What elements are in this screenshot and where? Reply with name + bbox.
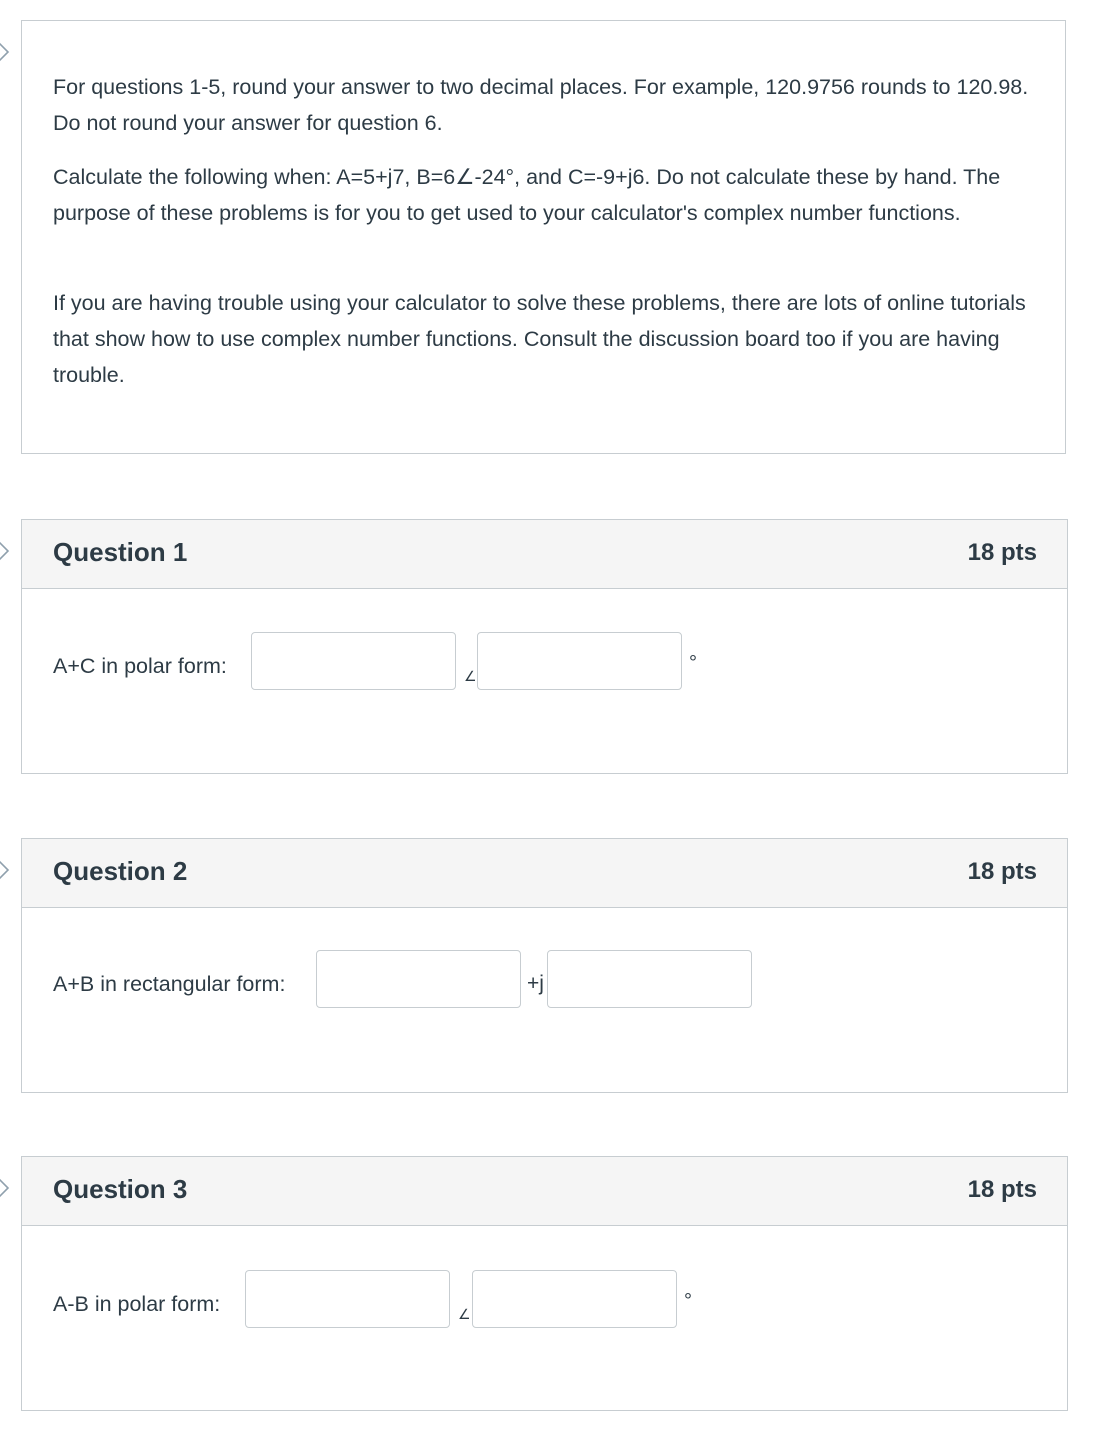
question-prompt: A+B in rectangular form: (53, 972, 286, 996)
question-points: 18 pts (967, 1176, 1037, 1203)
degree-symbol: ° (689, 652, 697, 674)
question-1 (21, 519, 1068, 774)
question-points: 18 pts (967, 539, 1037, 566)
chevron-right-icon (0, 42, 11, 62)
question-points: 18 pts (967, 858, 1037, 885)
imaginary-part-input[interactable] (547, 950, 752, 1008)
instructions-paragraph-help: If you are having trouble using your calculator to solve these problems, there are lots of online tutorials that show how to use complex number functions. Consult the discussion board too if you are having trouble. (53, 291, 1026, 387)
degree-symbol: ° (684, 1290, 692, 1312)
angle-symbol: ∠ (458, 1306, 471, 1322)
imaginary-separator: +j (527, 972, 544, 995)
question-header (22, 1157, 1067, 1226)
instructions-paragraph-values: Calculate the following when: A=5+j7, B=6∠-24°, and C=-9+j6. Do not calculate these by hand. The purpose of these problems is for you to get used to your calculator's complex number functions. (53, 165, 1001, 225)
question-body (22, 907, 1067, 1092)
magnitude-input[interactable] (245, 1270, 450, 1328)
chevron-right-icon (0, 1178, 11, 1198)
question-title: Question 3 (53, 1174, 188, 1204)
question-prompt: A+C in polar form: (53, 654, 227, 678)
angle-input[interactable] (472, 1270, 677, 1328)
question-title: Question 2 (53, 856, 188, 886)
angle-symbol: ∠ (464, 668, 477, 684)
question-prompt: A-B in polar form: (53, 1292, 221, 1316)
angle-input[interactable] (477, 632, 682, 690)
chevron-right-icon (0, 860, 11, 880)
question-header (22, 839, 1067, 908)
question-title: Question 1 (53, 537, 188, 567)
instructions-panel (21, 20, 1066, 454)
magnitude-input[interactable] (251, 632, 456, 690)
question-header (22, 520, 1067, 589)
question-body (22, 1225, 1067, 1410)
instructions-paragraph-rounding: For questions 1-5, round your answer to two decimal places. For example, 120.9756 rounds to 120.98. Do not round your answer for question 6. (53, 75, 1029, 135)
question-2 (21, 838, 1068, 1093)
question-3 (21, 1156, 1068, 1411)
chevron-right-icon (0, 541, 11, 561)
real-part-input[interactable] (316, 950, 521, 1008)
question-body (22, 588, 1067, 773)
